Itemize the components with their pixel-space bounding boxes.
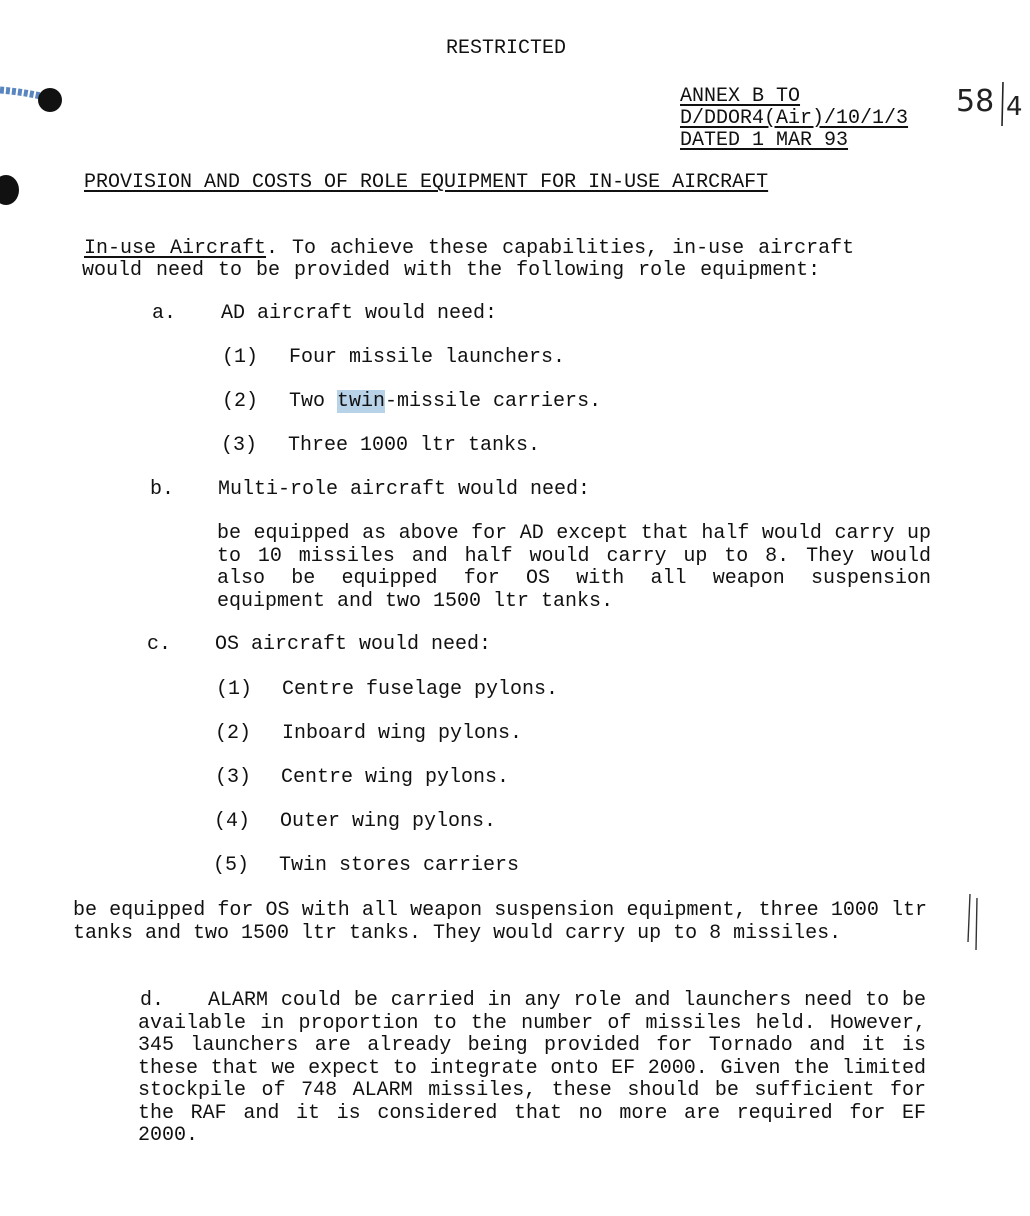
section-b-text: Multi-role aircraft would need: <box>218 478 591 501</box>
section-b-marker: b. <box>150 478 175 501</box>
section-c-text: OS aircraft would need: <box>215 633 492 656</box>
list-item-num: (4) <box>214 810 251 833</box>
list-item-num: (1) <box>222 346 259 369</box>
punch-hole <box>0 172 24 212</box>
handwritten-folio-number: 58 <box>956 84 995 119</box>
classification-header: RESTRICTED <box>446 37 567 60</box>
list-item-text: Twin stores carriers <box>279 854 520 877</box>
dated-line: DATED 1 MAR 93 <box>680 129 849 152</box>
section-a-text: AD aircraft would need: <box>221 302 498 325</box>
section-d-paragraph: ALARM could be carried in any role and launchers need to be available in proportion to the number of missiles held. However, 345 launchers are already being provided for Tornado and it is these that we expect to integrate onto EF 2000. Given the limited stockpile of 748 ALARM missiles, these should be sufficient for the RAF and it is considered that no more are required for EF 2000. <box>138 989 926 1147</box>
list-item-num: (2) <box>215 722 252 745</box>
section-d-marker: d. <box>140 989 165 1012</box>
section-c-marker: c. <box>147 633 172 656</box>
list-item-text: Three 1000 ltr tanks. <box>288 434 541 457</box>
reference-number: D/DDOR4(Air)/10/1/3 <box>680 107 909 130</box>
binder-tag <box>0 80 70 120</box>
list-item-num: (3) <box>221 434 258 457</box>
intro-line-1: . To achieve these capabilities, in-use aircraft <box>266 237 855 260</box>
list-item-num: (5) <box>213 854 250 877</box>
list-item-num: (3) <box>215 766 252 789</box>
handwritten-folio-sub: 4 <box>1006 92 1023 122</box>
list-item-text: Outer wing pylons. <box>280 810 497 833</box>
highlighted-word: twin <box>337 390 386 413</box>
page-title: PROVISION AND COSTS OF ROLE EQUIPMENT FOR IN-USE AIRCRAFT <box>84 171 769 194</box>
intro-heading: In-use Aircraft <box>84 237 267 260</box>
section-c-paragraph: be equipped for OS with all weapon suspension equipment, three 1000 ltr tanks and two 1500 ltr tanks. They would carry up to 8 missiles. <box>73 899 927 945</box>
list-item-text: Centre wing pylons. <box>281 766 510 789</box>
annex-label: ANNEX B TO <box>680 85 801 108</box>
section-b-paragraph: be equipped as above for AD except that half would carry up to 10 missiles and half would carry up to 8. They would also be equipped for OS with all weapon suspension equipment and two 1500 ltr tanks. <box>217 522 931 613</box>
list-item-text: Inboard wing pylons. <box>282 722 523 745</box>
handwritten-margin-marks <box>962 890 986 956</box>
section-a-marker: a. <box>152 302 177 325</box>
list-item-num: (1) <box>216 678 253 701</box>
intro-line-2: would need to be provided with the following role equipment: <box>82 259 821 282</box>
list-item-text: Centre fuselage pylons. <box>282 678 559 701</box>
list-item-num: (2) <box>222 390 259 413</box>
list-item-text: Two twin-missile carriers. <box>289 390 602 413</box>
list-item-text: Four missile launchers. <box>289 346 566 369</box>
